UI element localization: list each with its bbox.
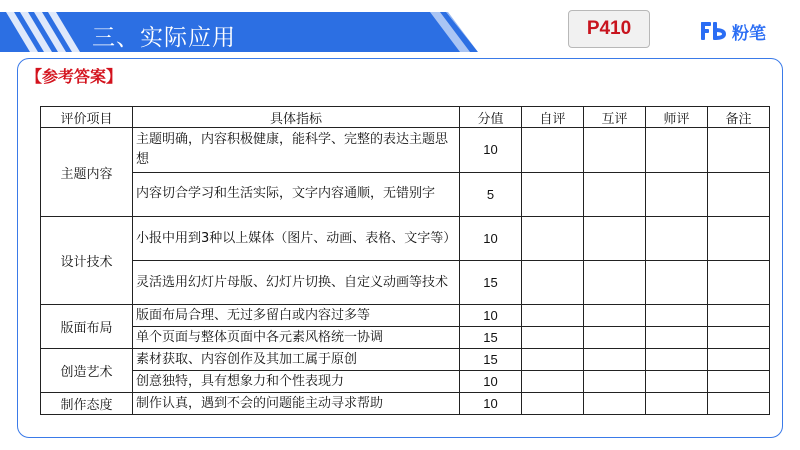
category-cell: 版面布局	[41, 305, 133, 349]
remarks-cell[interactable]	[708, 217, 770, 261]
brand-logo	[700, 17, 766, 45]
evaluation-table	[40, 106, 770, 415]
self-eval-cell[interactable]	[522, 371, 584, 393]
peer-eval-cell[interactable]	[584, 172, 646, 217]
card-heading: 【参考答案】	[26, 67, 123, 86]
self-eval-cell[interactable]	[522, 128, 584, 173]
self-eval-cell[interactable]	[522, 261, 584, 305]
header-teacher-eval: 师评	[646, 107, 708, 128]
score-cell: 15	[460, 261, 522, 305]
indicator-cell: 创意独特，具有想象力和个性表现力	[133, 371, 460, 393]
table-row	[41, 261, 770, 305]
peer-eval-cell[interactable]	[584, 349, 646, 371]
table-row	[41, 371, 770, 393]
banner-shape	[0, 12, 478, 52]
score-cell: 15	[460, 327, 522, 349]
indicator-cell: 版面布局合理、无过多留白或内容过多等	[133, 305, 460, 327]
indicator-cell: 小报中用到3种以上媒体（图片、动画、表格、文字等）	[133, 217, 460, 261]
peer-eval-cell[interactable]	[584, 371, 646, 393]
teacher-eval-cell[interactable]	[646, 172, 708, 217]
peer-eval-cell[interactable]	[584, 393, 646, 415]
header-score: 分值	[460, 107, 522, 128]
teacher-eval-cell[interactable]	[646, 327, 708, 349]
score-cell: 5	[460, 172, 522, 217]
section-title: 三、实际应用	[92, 25, 236, 51]
category-cell: 主题内容	[41, 128, 133, 217]
self-eval-cell[interactable]	[522, 327, 584, 349]
peer-eval-cell[interactable]	[584, 261, 646, 305]
table-header-row	[41, 107, 770, 128]
remarks-cell[interactable]	[708, 327, 770, 349]
remarks-cell[interactable]	[708, 261, 770, 305]
remarks-cell[interactable]	[708, 349, 770, 371]
indicator-cell: 内容切合学习和生活实际，文字内容通顺，无错别字	[133, 172, 460, 217]
teacher-eval-cell[interactable]	[646, 128, 708, 173]
remarks-cell[interactable]	[708, 172, 770, 217]
peer-eval-cell[interactable]	[584, 217, 646, 261]
header-category: 评价项目	[41, 107, 133, 128]
table-row	[41, 217, 770, 261]
header-peer-eval: 互评	[584, 107, 646, 128]
teacher-eval-cell[interactable]	[646, 393, 708, 415]
header-remarks: 备注	[708, 107, 770, 128]
logo-text: 粉笔	[732, 23, 766, 44]
teacher-eval-cell[interactable]	[646, 349, 708, 371]
peer-eval-cell[interactable]	[584, 327, 646, 349]
score-cell: 10	[460, 128, 522, 173]
page-code-badge: P410	[568, 10, 650, 48]
peer-eval-cell[interactable]	[584, 305, 646, 327]
indicator-cell: 制作认真，遇到不会的问题能主动寻求帮助	[133, 393, 460, 415]
section-banner	[0, 12, 478, 52]
remarks-cell[interactable]	[708, 128, 770, 173]
score-cell: 10	[460, 371, 522, 393]
remarks-cell[interactable]	[708, 393, 770, 415]
table-row	[41, 349, 770, 371]
peer-eval-cell[interactable]	[584, 128, 646, 173]
fenbi-logo-icon	[700, 20, 728, 42]
header-self-eval: 自评	[522, 107, 584, 128]
category-cell: 创造艺术	[41, 349, 133, 393]
table-row	[41, 172, 770, 217]
indicator-cell: 单个页面与整体页面中各元素风格统一协调	[133, 327, 460, 349]
score-cell: 10	[460, 305, 522, 327]
category-cell: 制作态度	[41, 393, 133, 415]
category-cell: 设计技术	[41, 217, 133, 305]
teacher-eval-cell[interactable]	[646, 261, 708, 305]
teacher-eval-cell[interactable]	[646, 305, 708, 327]
indicator-cell: 主题明确，内容积极健康，能科学、完整的表达主题思想	[133, 128, 460, 173]
table-row	[41, 327, 770, 349]
remarks-cell[interactable]	[708, 305, 770, 327]
self-eval-cell[interactable]	[522, 305, 584, 327]
table-row	[41, 393, 770, 415]
self-eval-cell[interactable]	[522, 217, 584, 261]
header-indicator: 具体指标	[133, 107, 460, 128]
self-eval-cell[interactable]	[522, 172, 584, 217]
table-row	[41, 305, 770, 327]
self-eval-cell[interactable]	[522, 349, 584, 371]
teacher-eval-cell[interactable]	[646, 371, 708, 393]
teacher-eval-cell[interactable]	[646, 217, 708, 261]
remarks-cell[interactable]	[708, 371, 770, 393]
score-cell: 15	[460, 349, 522, 371]
score-cell: 10	[460, 393, 522, 415]
score-cell: 10	[460, 217, 522, 261]
indicator-cell: 素材获取、内容创作及其加工属于原创	[133, 349, 460, 371]
self-eval-cell[interactable]	[522, 393, 584, 415]
indicator-cell: 灵活选用幻灯片母版、幻灯片切换、自定义动画等技术	[133, 261, 460, 305]
table-row	[41, 128, 770, 173]
